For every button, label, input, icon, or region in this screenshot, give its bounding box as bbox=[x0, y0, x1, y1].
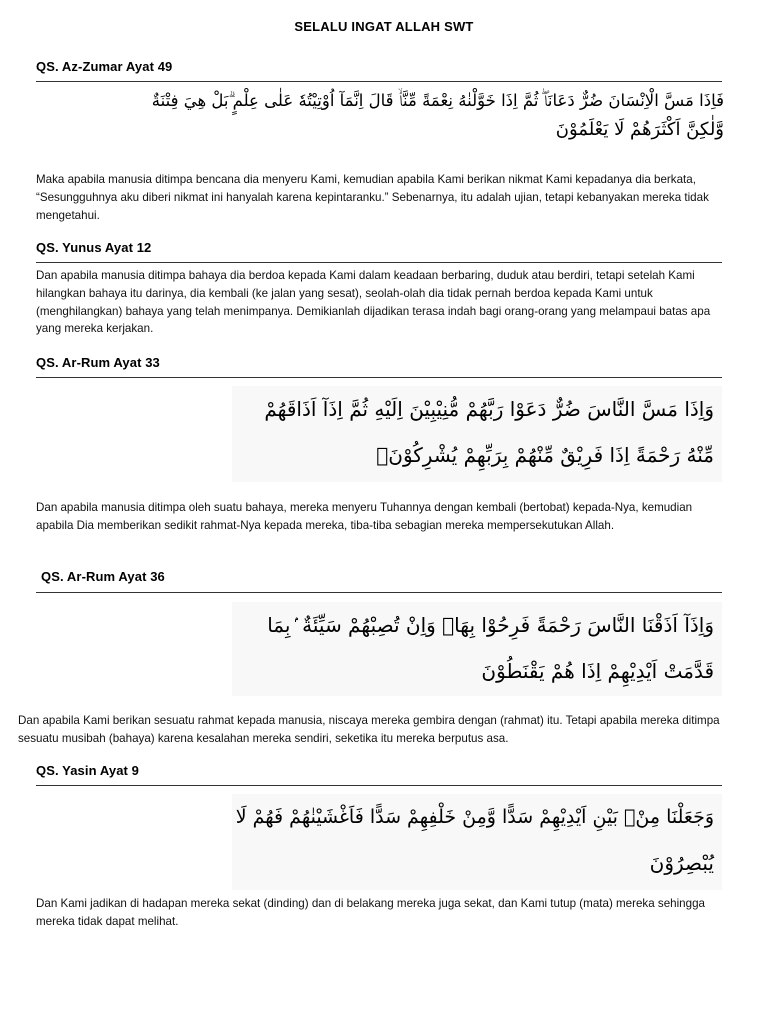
divider bbox=[36, 262, 722, 263]
arabic-line: وَاِذَآ اَذَقْنَا النَّاسَ رَحْمَةً فَرِحُوْا بِهَاۗ وَاِنْ تُصِبْهُمْ سَيِّئَةٌ ۢبِمَا bbox=[267, 613, 714, 637]
divider bbox=[36, 81, 722, 82]
arabic-line: وَّلٰكِنَّ اَكْثَرَهُمْ لَا يَعْلَمُوْنَ bbox=[555, 119, 724, 140]
arabic-verse-yasin-9 bbox=[232, 794, 722, 890]
arabic-line: مِّنْهُ رَحْمَةً اِذَا فَرِيْقٌ مِّنْهُمْ بِرَبِّهِمْ يُشْرِكُوْنَۙ bbox=[376, 443, 714, 467]
arabic-line: يُبْصِرُوْنَ bbox=[649, 851, 714, 875]
arabic-verse-ar-rum-33 bbox=[232, 386, 722, 482]
heading-yasin-9: QS. Yasin Ayat 9 bbox=[36, 763, 140, 778]
arabic-line: فَاِذَا مَسَّ الْاِنْسَانَ ضُرٌّ دَعَانَاۖ ثُمَّ اِذَا خَوَّلْنٰهُ نِعْمَةً مِّنَّاۙ قَالَ اِنَّمَآ اُوْتِيْتُهٗ عَلٰى عِلْمٍ ۗبَلْ هِيَ فِتْنَةٌ bbox=[151, 91, 724, 110]
arabic-line: قَدَّمَتْ اَيْدِيْهِمْ اِذَا هُمْ يَقْنَطُوْنَ bbox=[481, 659, 714, 683]
translation-yasin-9: Dan Kami jadikan di hadapan mereka sekat (dinding) dan di belakang mereka juga sekat, dan Kami tutup (mata) mereka sehingga mereka tidak dapat melihat. bbox=[36, 897, 705, 928]
heading-ar-rum-33: QS. Ar-Rum Ayat 33 bbox=[36, 355, 160, 370]
heading-ar-rum-36: QS. Ar-Rum Ayat 36 bbox=[41, 569, 165, 584]
heading-yunus-12: QS. Yunus Ayat 12 bbox=[36, 240, 152, 255]
arabic-line: وَاِذَا مَسَّ النَّاسَ ضُرٌّ دَعَوْا رَبَّهُمْ مُّنِيْبِيْنَ اِلَيْهِ ثُمَّ اِذَآ اَذَاقَهُمْ bbox=[264, 397, 714, 421]
divider bbox=[36, 785, 722, 786]
translation-ar-rum-33: Dan apabila manusia ditimpa oleh suatu bahaya, mereka menyeru Tuhannya dengan kembali (bertobat) kepada-Nya, kemudian apabila Dia memberikan sedikit rahmat-Nya kepada mereka, tiba-tiba sebagian mereka mempersekutukan Allah. bbox=[36, 501, 693, 532]
divider bbox=[36, 377, 722, 378]
arabic-line: وَجَعَلْنَا مِنْۢ بَيْنِ اَيْدِيْهِمْ سَدًّا وَّمِنْ خَلْفِهِمْ سَدًّا فَاَغْشَيْنٰهُمْ فَهُمْ لَا bbox=[235, 806, 714, 828]
arabic-verse-az-zumar-49 bbox=[36, 86, 724, 144]
translation-yunus-12: Dan apabila manusia ditimpa bahaya dia berdoa kepada Kami dalam keadaan berbaring, duduk atau berdiri, tetapi setelah Kami hilangkan bahaya itu darinya, dia kembali (ke jalan yang sesat), seolah-olah dia tidak pernah berdoa kepada Kami untuk (menghilangkan) bahaya yang telah menimpanya. Demikianlah dijadikan terasa indah bagi orang-orang yang melampaui batas apa yang mereka kerjakan. bbox=[36, 269, 711, 336]
heading-az-zumar-49: QS. Az-Zumar Ayat 49 bbox=[36, 59, 173, 74]
divider bbox=[36, 592, 722, 593]
translation-az-zumar-49: Maka apabila manusia ditimpa bencana dia menyeru Kami, kemudian apabila Kami berikan nikmat Kami kepadanya dia berkata, “Sesungguhnya aku diberi nikmat ini hanyalah karena kepintaranku.” Sebenarnya, itu adalah ujian, tetapi kebanyakan mereka tidak mengetahui. bbox=[36, 173, 709, 222]
translation-ar-rum-36: Dan apabila Kami berikan sesuatu rahmat kepada manusia, niscaya mereka gembira dengan (rahmat) itu. Tetapi apabila mereka ditimpa sesuatu musibah (bahaya) karena kesalahan mereka sendiri, seketika itu mereka berputus asa. bbox=[18, 714, 720, 745]
page-title: SELALU INGAT ALLAH SWT bbox=[294, 19, 474, 34]
arabic-verse-ar-rum-36 bbox=[232, 602, 722, 696]
